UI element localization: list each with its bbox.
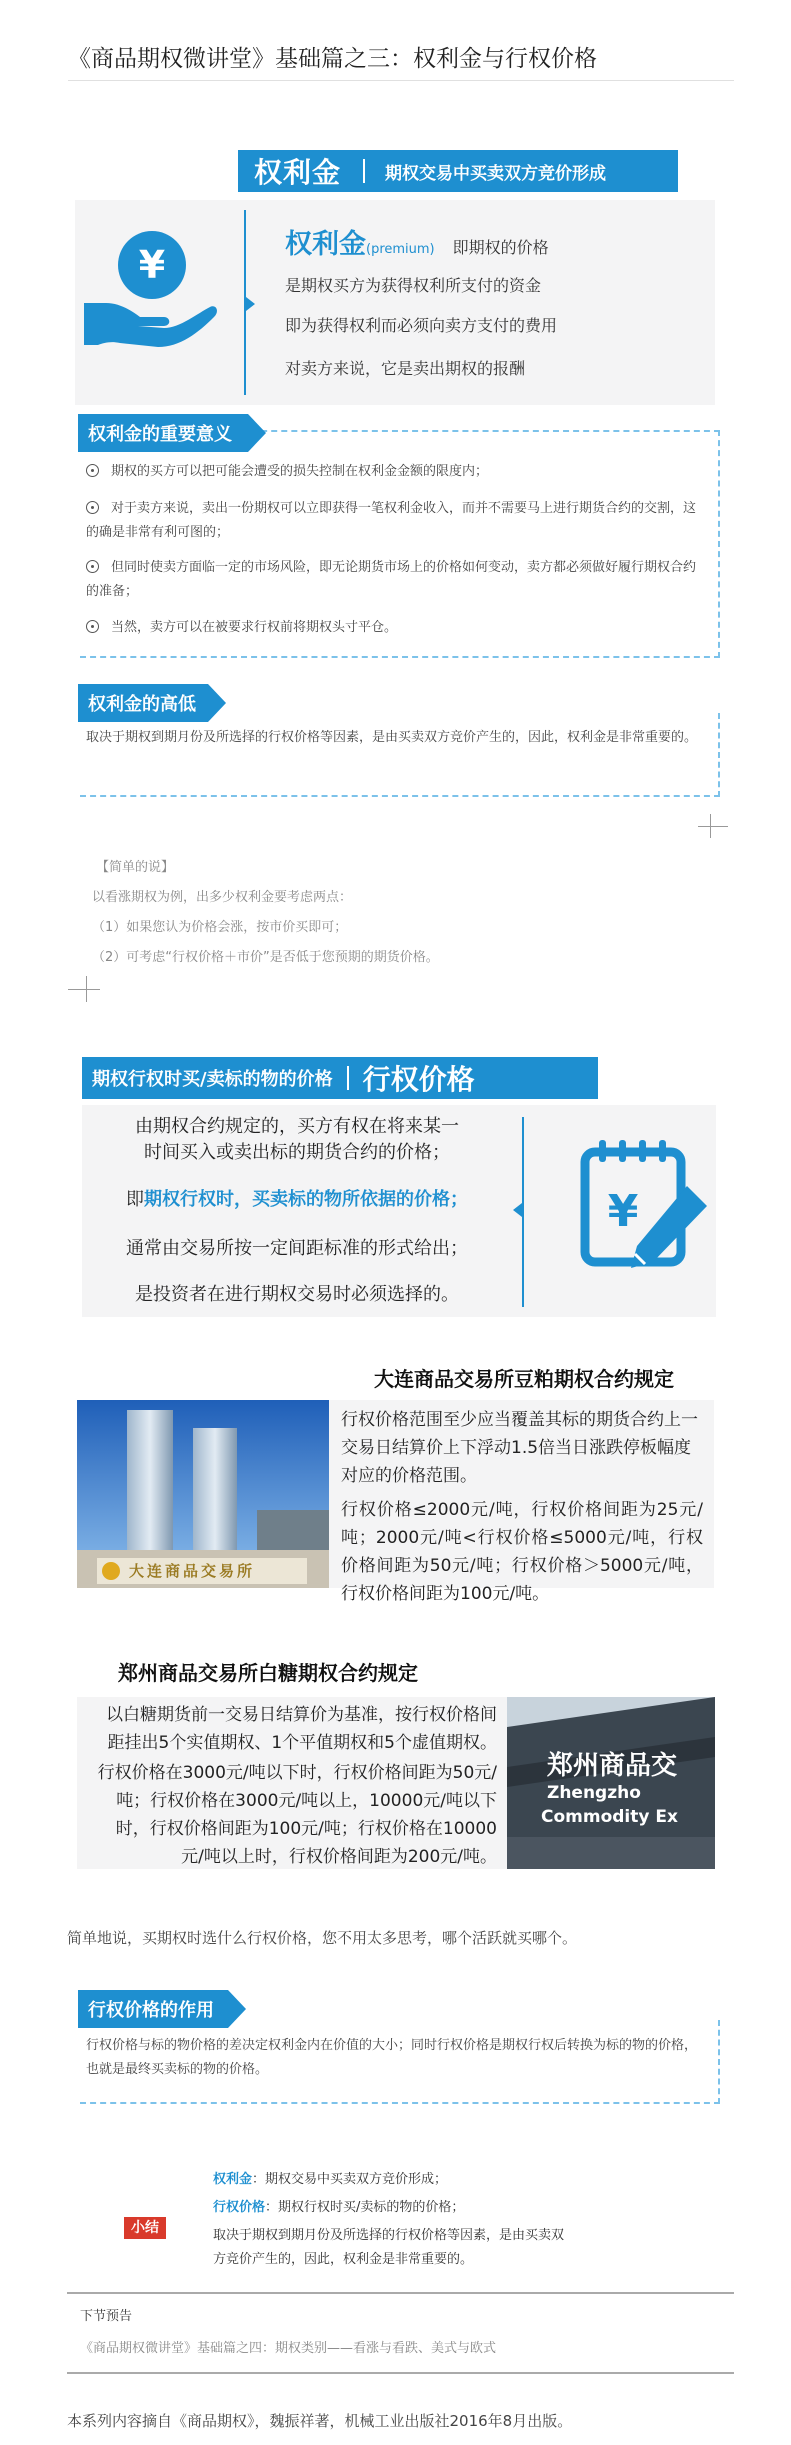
conclusion-line-3: 取决于期权到期月份及所选择的行权价格等因素，是由买卖双 bbox=[213, 2228, 565, 2243]
conclusion-line-1-text: ：期权交易中买卖双方竞价形成； bbox=[252, 2172, 448, 2187]
premium-banner-title: 权利金 bbox=[254, 156, 342, 189]
source-note: 本系列内容摘自《商品期权》，魏振祥著，机械工业出版社2016年8月出版。 bbox=[67, 2412, 573, 2430]
dce-card bbox=[329, 1400, 714, 1604]
corner-mark bbox=[68, 989, 100, 990]
importance-item-3 bbox=[86, 556, 706, 604]
strike-divider bbox=[522, 1117, 524, 1307]
next-rule-top bbox=[67, 2292, 734, 2294]
importance-item-4 bbox=[86, 616, 706, 640]
simple-point-1: （1）如果您认为价格会涨，按市价买即可； bbox=[92, 920, 348, 935]
premium-term: 权利金 bbox=[285, 229, 366, 260]
czce-heading: 郑州商品交易所白糖期权合约规定 bbox=[118, 1661, 418, 1685]
simple-point-2: （2）可考虑“行权价格＋市价”是否低于您预期的期货价格。 bbox=[92, 950, 439, 965]
yen-hand-icon bbox=[80, 225, 220, 355]
importance-text-3: 但同时使卖方面临一定的市场风险，即无论期货市场上的价格如何变动，卖方都必须做好履行期权合约的准备； bbox=[86, 560, 697, 599]
next-rule-bottom bbox=[67, 2372, 734, 2374]
role-text: 行权价格与标的物价格的差决定权利金内在价值的大小；同时行权价格是期权行权后转换为标的物的价格，也就是最终买卖标的物的价格。 bbox=[86, 2038, 698, 2077]
bullet-icon bbox=[86, 501, 99, 514]
importance-tag: 权利金的重要意义 bbox=[78, 414, 248, 452]
strike-line-4: 通常由交易所按一定间距标准的形式给出； bbox=[126, 1238, 468, 1259]
strike-pointer bbox=[513, 1203, 522, 1217]
strike-banner-subtitle: 期权行权时买/卖标的物的价格 bbox=[92, 1069, 333, 1090]
bullet-icon bbox=[86, 620, 99, 633]
premium-definition: 即期权的价格 bbox=[452, 238, 549, 257]
strike-line-3-prefix: 即 bbox=[126, 1189, 144, 1210]
strike-highlight: 期权行权时，买卖标的物所依据的价格； bbox=[144, 1189, 468, 1210]
strike-line-5: 是投资者在进行期权交易时必须选择的。 bbox=[135, 1284, 459, 1305]
premium-english: (premium) bbox=[366, 242, 435, 257]
next-label: 下节预告 bbox=[80, 2309, 133, 2324]
czce-para-2: 行权价格在3000元/吨以下时，行权价格间距为50元/吨；行权价格在3000元/吨以上，10000元/吨以下时，行权价格间距为100元/吨；行权价格在10000元/吨以上时，行权价格间距为200元/吨。 bbox=[97, 1763, 497, 1867]
simple-head: 【简单的说】 bbox=[96, 860, 175, 875]
conclusion-line-2 bbox=[213, 2196, 464, 2215]
next-text: 《商品期权微讲堂》基础篇之四：期权类别——看涨与看跌、美式与欧式 bbox=[80, 2341, 497, 2356]
conclusion-line-4: 方竞价产生的，因此，权利金是非常重要的。 bbox=[213, 2252, 474, 2267]
dce-photo-sign: 大连商品交易所 bbox=[129, 1562, 256, 1580]
bullet-icon bbox=[86, 464, 99, 477]
premium-banner bbox=[238, 150, 678, 192]
importance-item-1 bbox=[86, 460, 706, 484]
bullet-icon bbox=[86, 560, 99, 573]
simple-intro: 以看涨期权为例，出多少权利金要考虑两点： bbox=[92, 890, 353, 905]
conclusion-term-premium: 权利金 bbox=[213, 2172, 253, 2187]
strike-banner bbox=[82, 1057, 598, 1099]
dce-heading: 大连商品交易所豆粕期权合约规定 bbox=[374, 1367, 674, 1391]
corner-mark bbox=[710, 814, 711, 838]
level-tag: 权利金的高低 bbox=[78, 684, 208, 722]
conclusion-badge: 小结 bbox=[124, 2217, 166, 2239]
svg-text:¥: ¥ bbox=[607, 1186, 639, 1237]
premium-definition-head bbox=[285, 222, 549, 261]
conclusion-line-1 bbox=[213, 2168, 447, 2187]
summary-line: 简单地说，买期权时选什么行权价格，您不用太多思考，哪个活跃就买哪个。 bbox=[67, 1929, 578, 1947]
svg-text:¥: ¥ bbox=[138, 243, 166, 287]
premium-line-3: 对卖方来说，它是卖出期权的报酬 bbox=[285, 359, 526, 378]
importance-text-1: 期权的买方可以把可能会遭受的损失控制在权利金金额的限度内； bbox=[111, 464, 489, 479]
czce-building-photo bbox=[507, 1697, 715, 1869]
premium-pointer bbox=[246, 297, 255, 311]
role-tag: 行权价格的作用 bbox=[78, 1990, 228, 2028]
premium-banner-subtitle: 期权交易中买卖双方竞价形成 bbox=[385, 163, 607, 184]
conclusion-term-strike: 行权价格 bbox=[213, 2200, 266, 2215]
importance-text-4: 当然，卖方可以在被要求行权前将期权头寸平仓。 bbox=[111, 620, 398, 635]
page-title: 《商品期权微讲堂》基础篇之三：权利金与行权价格 bbox=[68, 46, 597, 72]
corner-mark bbox=[86, 976, 87, 1002]
banner-separator bbox=[363, 159, 365, 183]
yen-notepad-pencil-icon bbox=[575, 1130, 715, 1280]
dce-para-1: 行权价格范围至少应当覆盖其标的期货合约上一交易日结算价上下浮动1.5倍当日涨跌停板幅度对应的价格范围。 bbox=[341, 1410, 698, 1486]
czce-sign-en-1: Zhengzho bbox=[547, 1783, 641, 1803]
corner-mark bbox=[698, 826, 728, 827]
czce-sign-cn: 郑州商品交 bbox=[547, 1751, 678, 1781]
premium-line-2: 即为获得权利而必须向卖方支付的费用 bbox=[285, 316, 558, 335]
strike-line-1: 由期权合约规定的，买方有权在将来某一 bbox=[135, 1116, 459, 1137]
strike-banner-title: 行权价格 bbox=[362, 1063, 475, 1096]
strike-line-2: 时间买入或卖出标的期货合约的价格； bbox=[144, 1142, 450, 1163]
premium-line-1: 是期权买方为获得权利所支付的资金 bbox=[285, 276, 542, 295]
czce-para-1: 以白糖期货前一交易日结算价为基准，按行权价格间距挂出5个实值期权、1个平值期权和5个虚值期权。 bbox=[106, 1705, 497, 1753]
importance-item-2 bbox=[86, 497, 706, 545]
dce-para-2: 行权价格≤2000元/吨，行权价格间距为25元/吨；2000元/吨<行权价格≤5000元/吨，行权价格间距为50元/吨；行权价格＞5000元/吨，行权价格间距为100元/吨。 bbox=[341, 1500, 703, 1604]
importance-text-2: 对于卖方来说，卖出一份期权可以立即获得一笔权利金收入，而并不需要马上进行期货合约的交割，这的确是非常有利可图的； bbox=[86, 501, 697, 540]
banner-separator bbox=[347, 1066, 349, 1090]
conclusion-line-2-text: ：期权行权时买/卖标的物的价格； bbox=[265, 2200, 465, 2215]
dce-building-photo bbox=[77, 1400, 329, 1588]
title-divider bbox=[68, 80, 734, 81]
czce-card bbox=[77, 1697, 507, 1869]
czce-sign-en-2: Commodity Ex bbox=[541, 1807, 678, 1827]
strike-line-3 bbox=[82, 1185, 512, 1211]
level-text: 取决于期权到期月份及所选择的行权价格等因素，是由买卖双方竞价产生的，因此，权利金是非常重要的。 bbox=[86, 730, 698, 745]
